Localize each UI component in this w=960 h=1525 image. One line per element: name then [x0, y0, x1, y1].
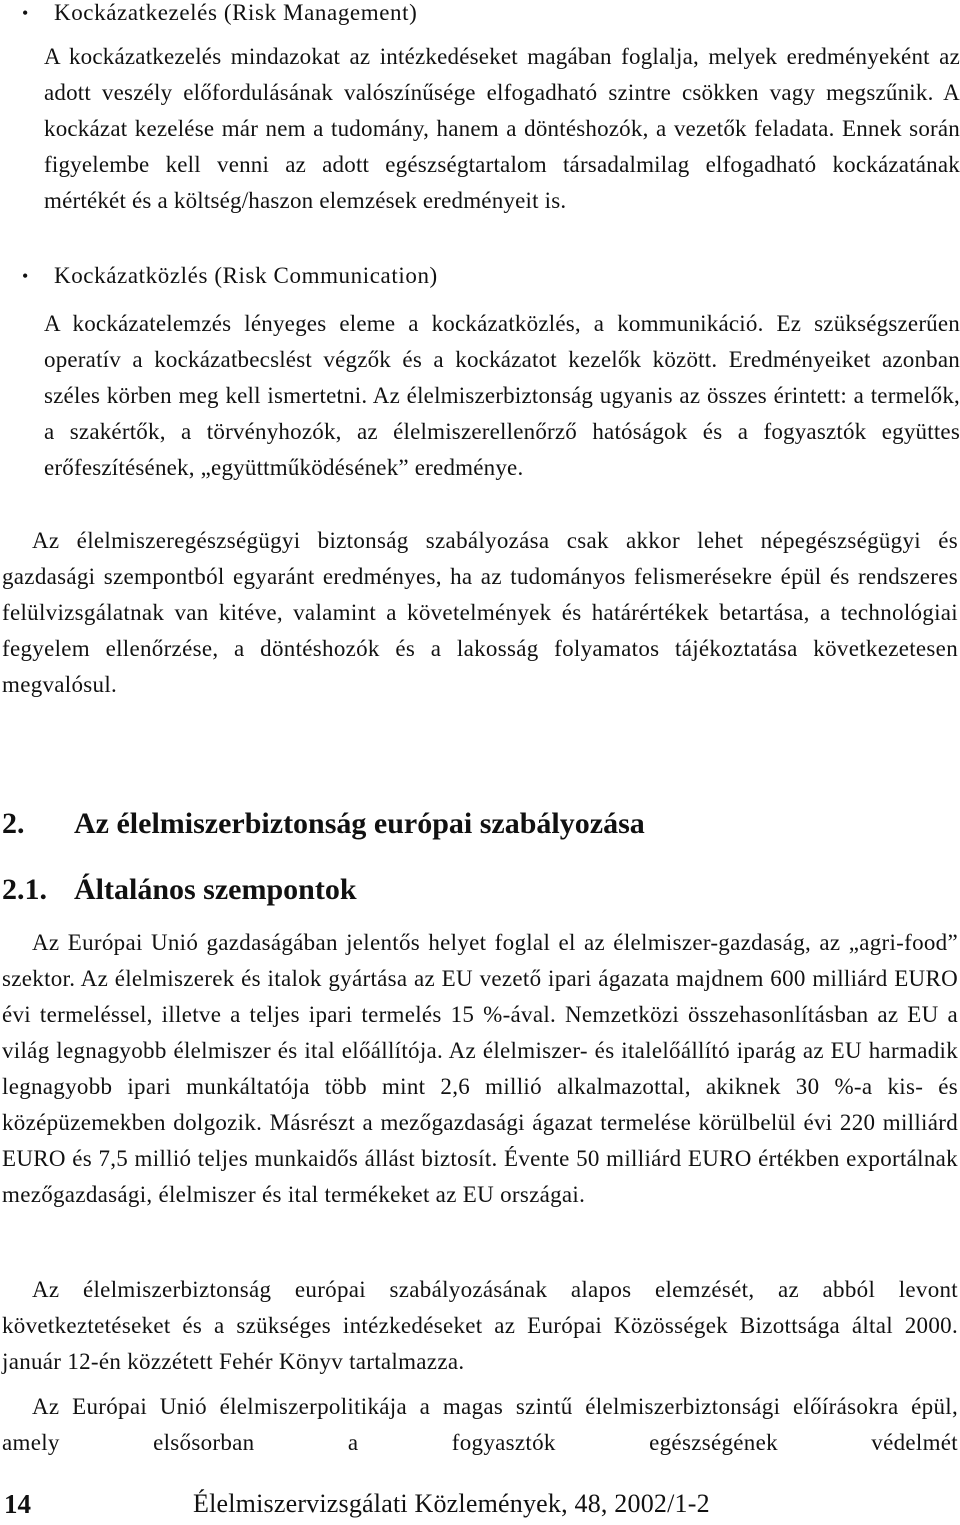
section-title: Az élelmiszerbiztonság európai szabályozása — [74, 807, 645, 840]
paragraph-white-paper: Az élelmiszerbiztonság európai szabályozásának alapos elemzését, az abból levont következtetéseket és a szükséges intézkedéseket az Európai Közösségek Bizottsága által 2000. január 12-én közzétett Fehér Könyv tartalmazza. — [2, 1277, 958, 1374]
bullet-body: A kockázatkezelés mindazokat az intézkedéseket magában foglalja, melyek eredményeként az adott veszély előfordulásának valószínűsége elfogadható szintre csökken vagy megszűnik. A kockázat kezelése már nem a tudomány, hanem a döntéshozók, a vezetők feladata. Ennek során figyelembe kell venni az adott egészségtartalom társadalmilag elfogadható kockázatának mértékét és a költség/haszon elemzések eredményeit is. — [44, 44, 960, 213]
page-footer — [0, 1484, 960, 1524]
bullet-item-risk-communication — [14, 258, 960, 486]
paragraph-intro: Az élelmiszeregészségügyi biztonság szabályozása csak akkor lehet népegészségügyi és gazdasági szempontból egyaránt eredményes, ha az tudományos felismerésekre épül és rendszeres felülvizsgálatnak van kitéve, valamint a követelmények és határértékek betartása, a technológiai fegyelem ellenőrzése, a döntéshozók és a lakosság folyamatos tájékoztatása következetesen megvalósul. — [2, 528, 958, 697]
bullet-title: Kockázatkezelés (Risk Management) — [54, 0, 418, 25]
subsection-title: Általános szempontok — [74, 873, 357, 906]
bullet-title: Kockázatközlés (Risk Communication) — [54, 263, 438, 288]
journal-citation: Élelmiszervizsgálati Közlemények, 48, 2002/1-2 — [193, 1489, 710, 1518]
subsection-heading — [2, 870, 958, 910]
bullet-heading — [14, 258, 960, 294]
bullet-marker: • — [22, 3, 29, 23]
bullet-item-risk-management — [14, 0, 960, 219]
section-number: 2. — [2, 807, 25, 840]
section-heading — [2, 804, 958, 844]
bullet-body: A kockázatelemzés lényeges eleme a kockázatközlés, a kommunikáció. Ez szükségszerűen operatív a kockázatbecslést végzők és a kockázatot kezelők között. Eredményeiket azonban széles körben meg kell ismertetni. Az élelmiszerbiztonság ugyanis az összes érintett: a termelők, a szakértők, a törvényhozók, az élelmiszerellenőrző hatóságok és a fogyasztók együttes erőfeszítésének, „együttműködésének” eredménye. — [44, 311, 960, 480]
page-number: 14 — [4, 1489, 31, 1519]
paragraph-eu-economy: Az Európai Unió gazdaságában jelentős helyet foglal el az élelmiszer-gazdaság, az „agri-food” szektor. Az élelmiszerek és italok gyártása az EU vezető ipari ágazata majdnem 600 milliárd EURO évi termeléssel, illetve a teljes ipari termelés 15 %-ával. Nemzetközi összehasonlításban az EU a világ legnagyobb élelmiszer és ital előállítója. Az élelmiszer- és italelőállító iparág az EU harmadik legnagyobb ipari munkáltatója több mint 2,6 millió alkalmazottal, akiknek 30 %-a kis- és középüzemekben dolgozik. Másrészt a mezőgazdasági ágazat termelése körülbelül évi 220 milliárd EURO és 7,5 millió teljes munkaidős állást biztosít. Évente 50 milliárd EURO értékben exportálnak mezőgazdasági, élelmiszer és ital termékeket az EU országai. — [2, 930, 958, 1207]
bullet-marker: • — [22, 266, 29, 286]
subsection-number: 2.1. — [2, 873, 47, 906]
paragraph-food-policy: Az Európai Unió élelmiszerpolitikája a magas szintű élelmiszerbiztonsági előírásokra épül, amely elsősorban a fogyasztók egészségének védelmét — [2, 1394, 958, 1455]
bullet-heading — [14, 0, 960, 31]
